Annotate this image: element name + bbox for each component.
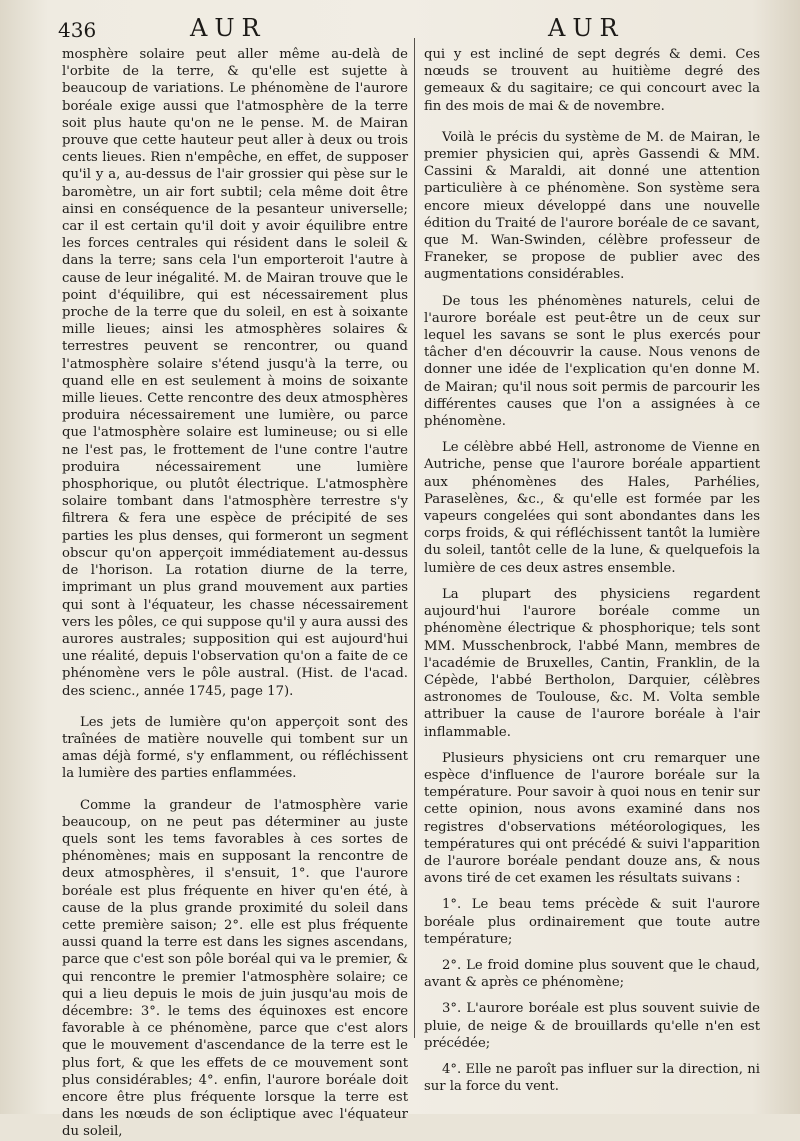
page-number: 436 — [58, 18, 97, 42]
paragraph: mosphère solaire peut aller même au-delà de l'orbite de la terre, & qu'elle est sujette à beaucoup de variations. Le phénomène de l'aurore boréale exige aussi que l'atmosphère de la terre soit plus haute qu'on ne le pense. M. de Mairan prouve que cette hauteur peut aller à deux ou trois cents lieues. Rien n'empêche, en effet, de supposer qu'il y a, au-dessus de l'air grossier qui pèse sur le baromètre, un air fort subtil; cela même doit être ainsi en conséquence de la pesanteur universelle; car il est certain qu'il doit y avoir équilibre entre les forces centrales qui résident dans le soleil & dans la terre; sans cela l'un emporteroit l'autre à cause de leur inégalité. M. de Mairan trouve que le point d'équilibre, qui est nécessairement plus proche de la terre que du soleil, en est à soixante mille lieues; ainsi les atmosphères solaires & terrestres peuvent se rencontrer, ou quand l'atmosphère solaire s'étend jusqu'à la terre, ou quand elle en est seulement à moins de soixante mille lieues. Cette rencontre des deux atmosphères produira nécessairement une lumière, ou parce que l'atmosphère solaire est lumineuse; ou si elle ne l'est pas, le frottement de l'une contre l'autre produira nécessairement une lumière phosphorique, ou plutôt électrique. L'atmosphère solaire tombant dans l'atmosphère terrestre s'y filtrera & fera une espèce de précipité de ses parties les plus denses, qui formeront un segment obscur qu'on apperçoit immédiatement au-dessus de l'horison. La rotation diurne de la terre, imprimant un plus grand mouvement aux parties qui sont à l'équateur, les chasse nécessairement vers les pôles, ce qui suppose qu'il y aura aussi des aurores australes; supposition qui est aujourd'hui une réalité, depuis l'observation qu'on a faite de ce phénomène vers le pôle austral. (Hist. de l'acad. des scienc., année 1745, page 17). — [62, 47, 408, 699]
column-divider — [414, 38, 415, 1038]
list-item: 2°. Le froid domine plus souvent que le chaud, avant & après ce phénomène; — [424, 957, 760, 991]
running-head-left: AUR — [190, 14, 267, 42]
left-column — [62, 46, 408, 1141]
list-item: 4°. Elle ne paroît pas influer sur la direction, ni sur la force du vent. — [424, 1061, 760, 1095]
paragraph: De tous les phénomènes naturels, celui de l'aurore boréale est peut-être un de ceux sur lequel les savans se sont le plus exercés pour tâcher d'en découvrir la cause. Nous venons de donner une idée de l'explication qu'en donne M. de Mairan; qu'il nous soit permis de parcourir les différentes causes que l'on a assignées à ce phénomène. — [424, 293, 760, 430]
paragraph: Le célèbre abbé Hell, astronome de Vienne en Autriche, pense que l'aurore boréale appartient aux phénomènes des Hales, Parhélies, Paraselènes, &c., & qu'elle est formée par les vapeurs congelées qui sont abondantes dans les corps froids, & qui réfléchissent tantôt la lumière du soleil, tantôt celle de la lune, & quelquefois la lumière de ces deux astres ensemble. — [424, 440, 760, 576]
paragraph: Plusieurs physiciens ont cru remarquer une espèce d'influence de l'aurore boréale sur la température. Pour savoir à quoi nous en tenir sur cette opinion, nous avons examiné dans nos registres d'observations météorologiques, les températures qui ont précédé & suivi l'apparition de l'aurore boréale pendant douze ans, & nous avons tiré de cet examen les résultats suivans : — [424, 750, 760, 887]
paragraph: La plupart des physiciens regardent aujourd'hui l'aurore boréale comme un phénomène électrique & phosphorique; tels sont MM. Musschenbrock, l'abbé Mann, membres de l'académie de Bruxelles, Cantin, Franklin, de la Cépède, l'abbé Bertholon, Darquier, célèbres astronomes de Toulouse, &c. M. Volta semble attribuer la cause de l'aurore boréale à l'air inflammable. — [424, 586, 760, 740]
list-item: 3°. L'aurore boréale est plus souvent suivie de pluie, de neige & de brouillards qu'elle n'en est précédée; — [424, 1001, 760, 1051]
list-item: 1°. Le beau tems précède & suit l'aurore boréale plus ordinairement que toute autre température; — [424, 897, 760, 947]
page-header — [0, 14, 800, 44]
paragraph: qui y est incliné de sept degrés & demi. Ces nœuds se trouvent au huitième degré des gemeaux & du sagitaire; ce qui concourt avec la fin des mois de mai & de novembre. — [424, 47, 760, 114]
paragraph: Voilà le précis du système de M. de Mairan, le premier physicien qui, après Gassendi & MM. Cassini & Maraldi, ait donné une attention particulière à ce phénomène. Son système sera encore mieux développé dans une nouvelle édition du Traité de l'aurore boréale de ce savant, que M. Wan-Swinden, célèbre professeur de Franeker, se propose de publier avec des augmentations considérables. — [424, 129, 760, 283]
right-column — [424, 46, 760, 1095]
paragraph: Comme la grandeur de l'atmosphère varie beaucoup, on ne peut pas déterminer au juste quels sont les tems favorables à ces sortes de phénomènes; mais en supposant la rencontre de deux atmosphères, il s'ensuit, 1°. que l'aurore boréale est plus fréquente en hiver qu'en été, à cause de la plus grande proximité du soleil dans cette première saison; 2°. elle est plus fréquente aussi quand la terre est dans les signes ascendans, parce que c'est son pôle boréal qui va le premier, & qui rencontre le premier l'atmosphère solaire; ce qui a lieu depuis le mois de juin jusqu'au mois de décembre: 3°. le tems des équinoxes est encore favorable à ce phénomène, parce que c'est alors que le mouvement d'ascendance de la terre est le plus fort, & que les effets de ce mouvement sont plus considérables; 4°. enfin, l'aurore boréale doit encore être plus fréquente lorsque la terre est dans les nœuds de son écliptique avec l'équateur du soleil, — [62, 797, 408, 1140]
paragraph: Les jets de lumière qu'on apperçoit sont des traînées de matière nouvelle qui tombent sur un amas déjà formé, s'y enflamment, ou réfléchissent la lumière des parties enflammées. — [62, 714, 408, 782]
running-head-right: AUR — [548, 14, 625, 42]
